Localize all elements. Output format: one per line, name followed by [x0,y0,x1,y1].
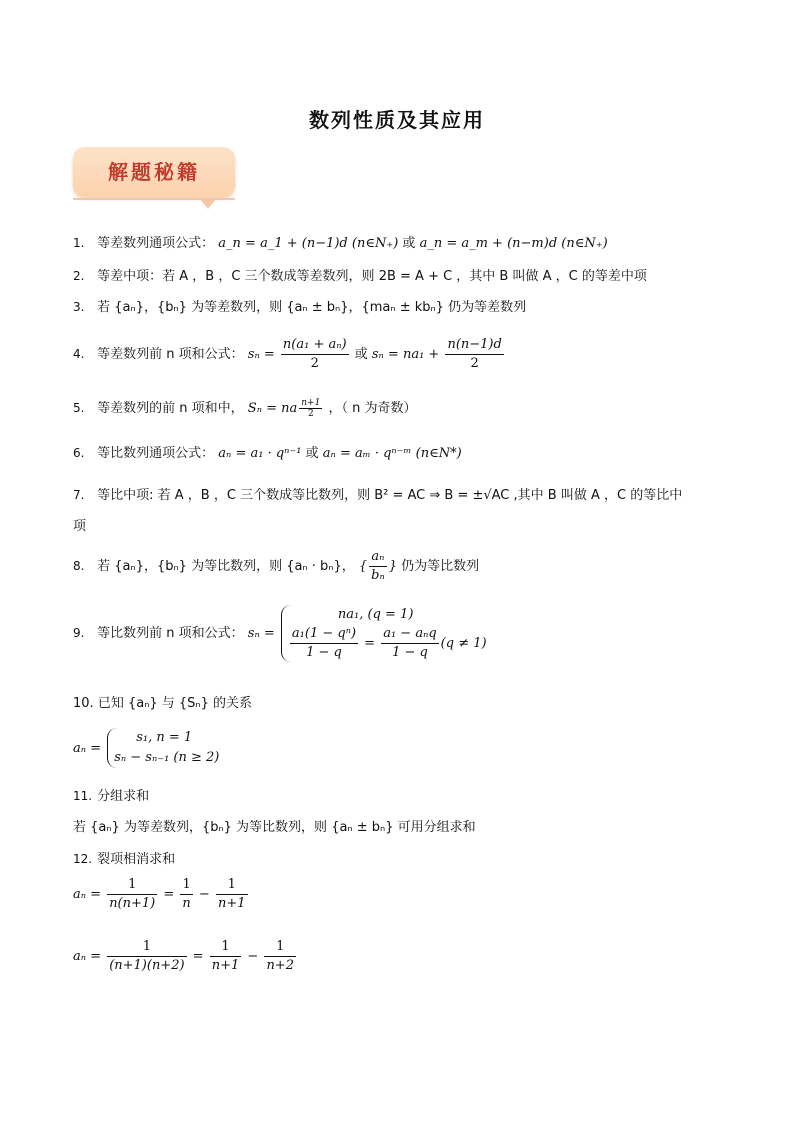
item-text: 等比数列通项公式： [97,446,215,461]
item-text: 已知 {aₙ} 与 {Sₙ} 的关系 [97,696,253,711]
item-8 [73,548,734,585]
item-tail: ，（ n 为奇数） [328,401,417,416]
page-title: 数列性质及其应用 [309,108,485,132]
item-number: 3. [73,300,85,314]
formula-an-from-sn: aₙ = s₁, n = 1 sₙ − sₙ₋₁ (n ≥ 2) [73,728,734,768]
item-2 [73,265,734,284]
item-text: 等差数列通项公式： [97,236,215,251]
item-number: 2. [73,269,85,283]
formula-sum-2: sₙ = na₁ + $\frac{n(n-1)d}{2}$ [371,337,502,371]
item-10 [73,692,734,711]
formula-telescoping-1: aₙ = $\frac{1}{n(n+1)}$ = $\frac{1}{n}$ − $\frac{1}{n+1}$ [73,877,246,911]
item-number: 9. [73,626,85,640]
item-text: 等比数列前 n 项和公式： [97,626,244,641]
item-text: 项 [73,519,87,534]
banner-pointer-icon [200,199,216,209]
item-text: 分组求和 [97,789,150,804]
formula: aₙ = a₁ · qⁿ⁻¹ [218,446,302,461]
item-4 [73,336,734,373]
item-text: 裂项相消求和 [97,852,176,867]
item-number: 1. [73,236,85,250]
item-text: 等差中项：若 A ，B ，C 三个数成等差数列，则 2B = A + C ，其中 B 叫做 A ，C 的等差中项 [97,269,647,284]
section-banner [73,147,235,197]
item-3 [73,296,734,315]
item-11-detail [73,816,734,835]
item-text: 等差数列的前 n 项和中， [97,401,244,416]
item-number: 12. [73,852,93,866]
formula: a_n = a_m + (n−m)d (n∈N₊) [419,236,608,251]
formula-odd-sum: Sₙ = na $\frac{n+1}{2}$ [247,398,321,419]
item-6 [73,442,734,461]
formula: a_n = a_1 + (n−1)d (n∈N₊) [218,236,399,251]
section-banner-label: 解题秘籍 [108,160,200,184]
item-number: 6. [73,446,85,460]
formula: aₙ = aₘ · qⁿ⁻ᵐ (n∈N*) [322,446,462,461]
formula-sum-1: sₙ = $\frac{\text{n(a₁ + aₙ)}}{2}$ [247,337,347,371]
item-5 [73,397,734,419]
item-9 [73,605,734,662]
item-number: 5. [73,401,85,415]
item-7 [73,484,734,503]
item-text: 若 {aₙ}，{bₙ} 为等差数列，则 {aₙ ± bₙ}，{maₙ ± kbₙ} 仍为等差数列 [97,300,527,315]
item-tail: 仍为等比数列 [401,559,480,574]
formula-geometric-sum: sₙ = na₁, (q = 1) $\frac{\text{a₁(1 − qⁿ)}}{1 - q}$ = $\frac{\text{a₁ − aₙq}}{1 - q}$ (q ≠ 1) [247,607,487,660]
item-number: 8. [73,559,85,573]
connector-text: 或 [402,236,416,251]
formula-ratio: { $\frac{\text{aₙ}}{\text{bₙ}}$ } [358,549,398,583]
item-text: 若 {aₙ}，{bₙ} 为等比数列，则 {aₙ · bₙ}， [97,559,355,574]
item-11 [73,785,734,804]
item-7-continued [73,515,734,534]
connector-text: 或 [354,347,368,362]
connector-text: 或 [305,446,319,461]
formula-telescoping-2: aₙ = $\frac{1}{(n+1)(n+2)}$ = $\frac{1}{n+1}$ − $\frac{1}{n+2}$ [73,939,294,973]
item-1 [73,232,734,251]
item-text: 等差数列前 n 项和公式： [97,347,244,362]
item-text: 若 {aₙ} 为等差数列，{bₙ} 为等比数列，则 {aₙ ± bₙ} 可用分组求和 [73,820,476,835]
item-number: 10. [73,696,94,711]
item-number: 4. [73,347,85,361]
item-text: 等比中项: 若 A ，B ，C 三个数成等比数列，则 B² = AC ⇒ B = ±√AC ,其中 B 叫做 A ，C 的等比中 [97,488,683,503]
item-number: 11. [73,789,93,803]
item-12 [73,848,734,867]
item-number: 7. [73,488,85,502]
